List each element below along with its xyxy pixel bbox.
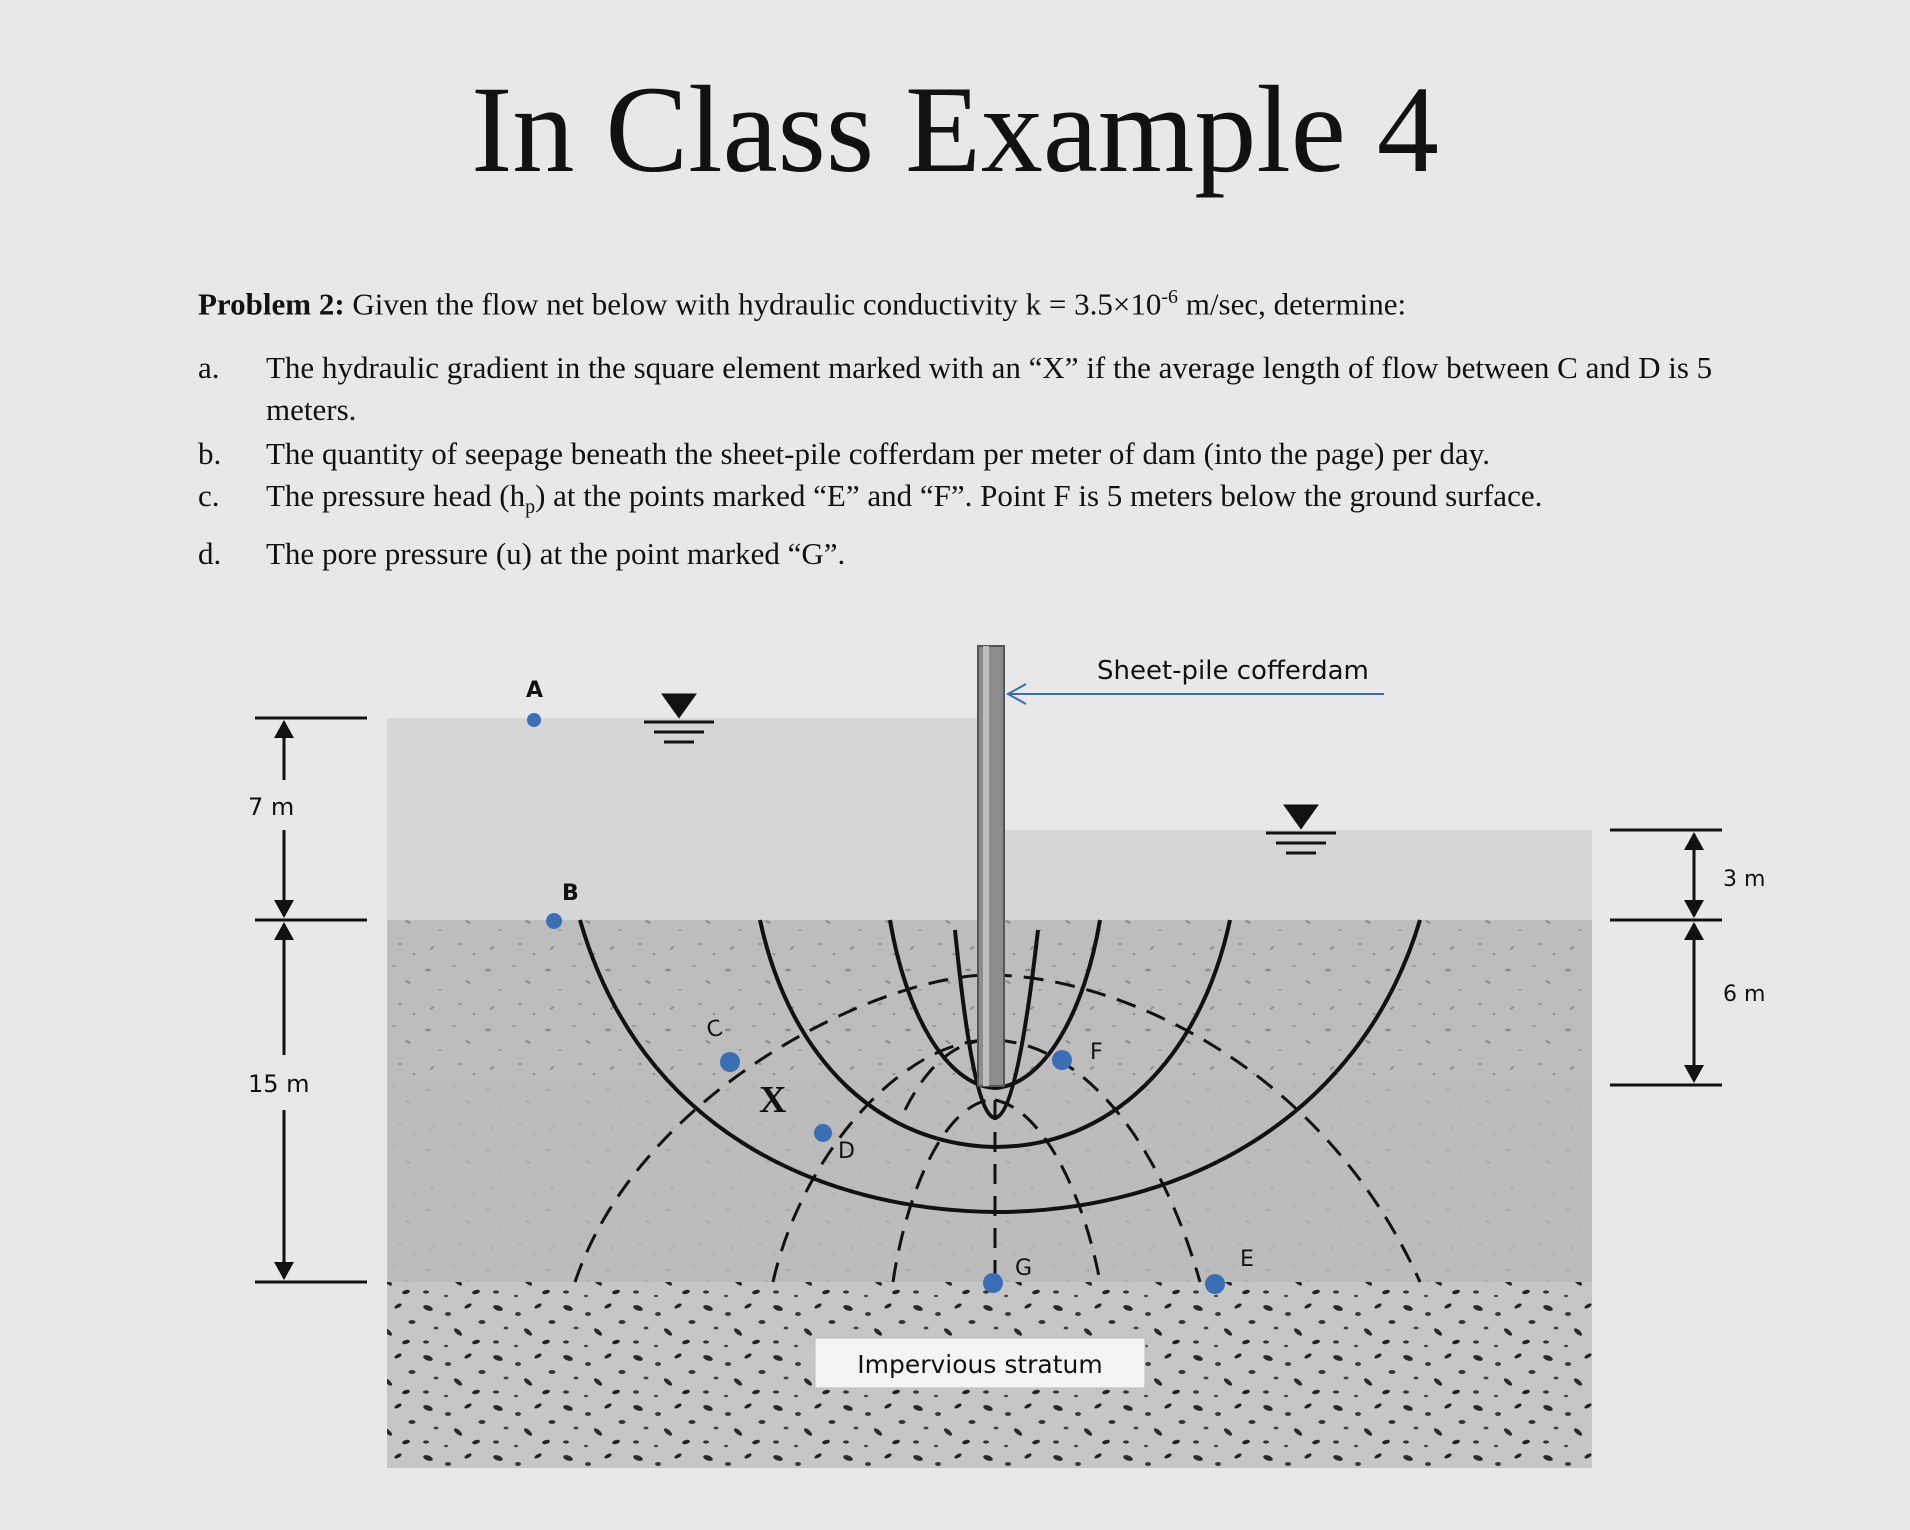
item-text: The hydraulic gradient in the square element marked with an “X” if the average length of flow between C and D is 5 meters. <box>266 350 1713 428</box>
dim-left-upper: 7 m <box>248 793 295 821</box>
label-g: G <box>1015 1256 1033 1281</box>
dim-right-upper: 3 m <box>1723 867 1766 892</box>
label-a: A <box>526 678 544 703</box>
point-b <box>546 913 562 929</box>
intro-post: m/sec, determine: <box>1178 286 1407 322</box>
label-f: F <box>1090 1040 1103 1065</box>
item-letter: a. <box>198 350 220 386</box>
point-g <box>983 1273 1003 1293</box>
item-text: The quantity of seepage beneath the sheet-pile cofferdam per meter of dam (into the page) per day. <box>266 436 1490 472</box>
page-title: In Class Example 4 <box>471 61 1439 198</box>
problem-heading: Problem 2: <box>198 286 345 322</box>
sheet-pile <box>978 646 1004 1086</box>
point-f <box>1052 1050 1072 1070</box>
item-letter: d. <box>198 535 222 571</box>
right-dimension <box>1610 830 1722 1085</box>
intro-exponent: -6 <box>1161 286 1179 308</box>
impervious-label: Impervious stratum <box>857 1350 1103 1379</box>
point-c <box>720 1052 740 1072</box>
label-b: B <box>562 881 579 906</box>
label-e: E <box>1240 1247 1254 1272</box>
point-a <box>527 713 541 727</box>
dim-left-lower: 15 m <box>248 1070 310 1098</box>
upstream-water <box>387 718 1004 920</box>
dim-right-lower: 6 m <box>1723 982 1766 1007</box>
item-text-post: ) at the points marked “E” and “F”. Point F is 5 meters below the ground surface. <box>535 478 1543 514</box>
item-letter: b. <box>198 436 222 472</box>
item-letter: c. <box>198 478 220 514</box>
point-e <box>1205 1274 1225 1294</box>
label-x: X <box>759 1079 787 1121</box>
item-text-sub: p <box>525 496 536 519</box>
item-text: The pore pressure (u) at the point marked “G”. <box>266 535 846 571</box>
intro-pre: Given the flow net below with hydraulic conductivity k = 3.5×10 <box>344 286 1162 322</box>
label-d: D <box>838 1139 855 1164</box>
point-d <box>814 1124 832 1142</box>
soil-layer-lower <box>387 1080 1592 1282</box>
item-text-pre: The pressure head (h <box>266 478 526 514</box>
cofferdam-label: Sheet-pile cofferdam <box>1097 656 1369 686</box>
label-c: C <box>704 1015 726 1044</box>
